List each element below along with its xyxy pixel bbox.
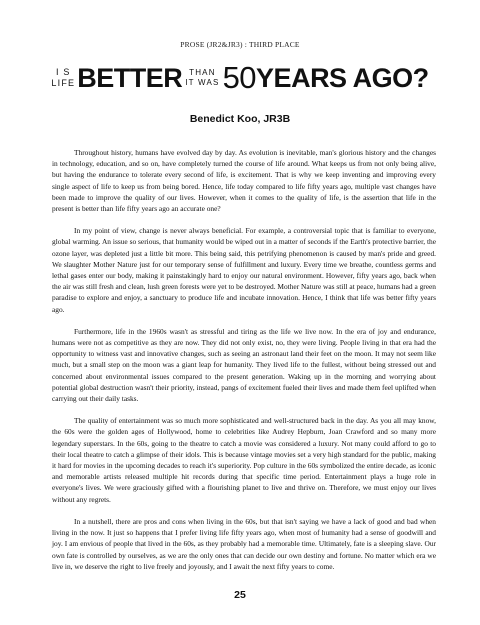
title-number-fifty: 50 bbox=[222, 60, 257, 95]
paragraph: Furthermore, life in the 1960s wasn't as stressful and tiring as the life we live now. In the era of joy and endurance, humans were not as competitive as they are now. They did not only exist, no, they were living. People living in that era had the opportunity to witness vast and innovative changes, such as seeing an astronaut land their feet on the moon. It may not seem like much, but a small step on the moon was a giant leap for humanity. They lived life to the fullest, without being stressed out and concerned about environmental issues compared to the present generation. Waking up in the morning and worrying about potential global destruction wasn't their priority, instead, pangs of excitement fueled their lives and made them feel uplifted when carrying out their daily tasks. bbox=[52, 326, 436, 404]
title-word-years-ago: YEARS AGO? bbox=[256, 62, 429, 93]
title-word-is: I S bbox=[56, 67, 71, 77]
paragraph: In a nutshell, there are pros and cons when living in the 60s, but that isn't saying we have a lack of good and bad when living in the now. It just so happens that I prefer living life fifty years ago, when most of humanity had a sense of goodwill and joy. I am envious of people that lived in the 60s, as they probably had a memorable time. Ultimately, fate is a sleeping slave. Our own fate is controlled by ourselves, as we are the only ones that can decide our own destiny and fortune. No matter which era we live in, we deserve the right to live freely and joyously, and I await the next fifty years to come. bbox=[52, 516, 436, 571]
title-word-it-was: IT WAS bbox=[185, 78, 220, 87]
title-stack-left bbox=[51, 67, 75, 89]
title-stack-mid bbox=[185, 68, 219, 88]
title-word-better: BETTER bbox=[77, 62, 183, 93]
paragraph: In my point of view, change is never always beneficial. For example, a controversial topic that is familiar to everyone, global warming. An issue so serious, that humanity would be wiped out in a matter of seconds if the Earth's protective barrier, the ozone layer, was depleted just a little bit more. This being said, this petrifying phenomenon is caused by man's pride and greed. We slaughter Mother Nature just for our temporary sense of fulfillment and luxury. Every time we breathe, countless germs and lethal gases enter our body, making it painstakingly hard to enjoy our natural environment. However, fifty years ago, back when the air was still fresh and clean, lush green forests were yet to be destroyed. Mother Nature was still at peace, humans had a green paradise to explore and enjoy, a sanctuary to produce life and incubate innovation. Hence, I think that life was better fifty years ago. bbox=[52, 226, 436, 314]
article-body bbox=[52, 147, 436, 583]
section-kicker: PROSE (JR2&JR3) : THIRD PLACE bbox=[180, 40, 300, 49]
author-byline: Benedict Koo, JR3B bbox=[189, 113, 291, 125]
paragraph: The quality of entertainment was so much more sophisticated and well-structured back in the day. As you all may know, the 60s were the golden ages of Hollywood, home to celebrities like Audrey Hepburn, Joan Crawford and so many more legendary superstars. In the 60s, going to the theatre to catch a movie was considered a luxury. Not many could afford to go to their local theatre to catch a glimpse of their idols. This is because vintage movies set a very high standard for the public, making it hard for movies in the upcoming decades to reach it's superiority. Pop culture in the 60s symbolized the entire decade, as iconic and memorable artists released multiple hit records during that specific time period. Entertainment plays a huge role in everyone's lives. We were graciously gifted with a flourishing planet to live and thrive on. Therefore, we must enjoy our lives without any regrets. bbox=[52, 416, 436, 504]
title-word-life: LIFE bbox=[51, 78, 76, 88]
article-title bbox=[0, 60, 480, 96]
page-number: 25 bbox=[234, 589, 246, 601]
title-word-than: THAN bbox=[189, 68, 216, 77]
paragraph: Throughout history, humans have evolved day by day. As evolution is inevitable, man's glorious history and the changes in technology, education, and so on, have completely turned the course of life around. What keeps us from not only being alive, but having the endurance to tolerate every second of life, is excitement. That is why we keep inventing and improving every single aspect of life to keep us from being bored. Hence, life today compared to life fifty years ago, multiple vast changes have been made to improve the quality of our lives. However, when it comes to the quality of life, is the assertion that life in the present is better than life fifty years ago an accurate one? bbox=[52, 148, 436, 214]
